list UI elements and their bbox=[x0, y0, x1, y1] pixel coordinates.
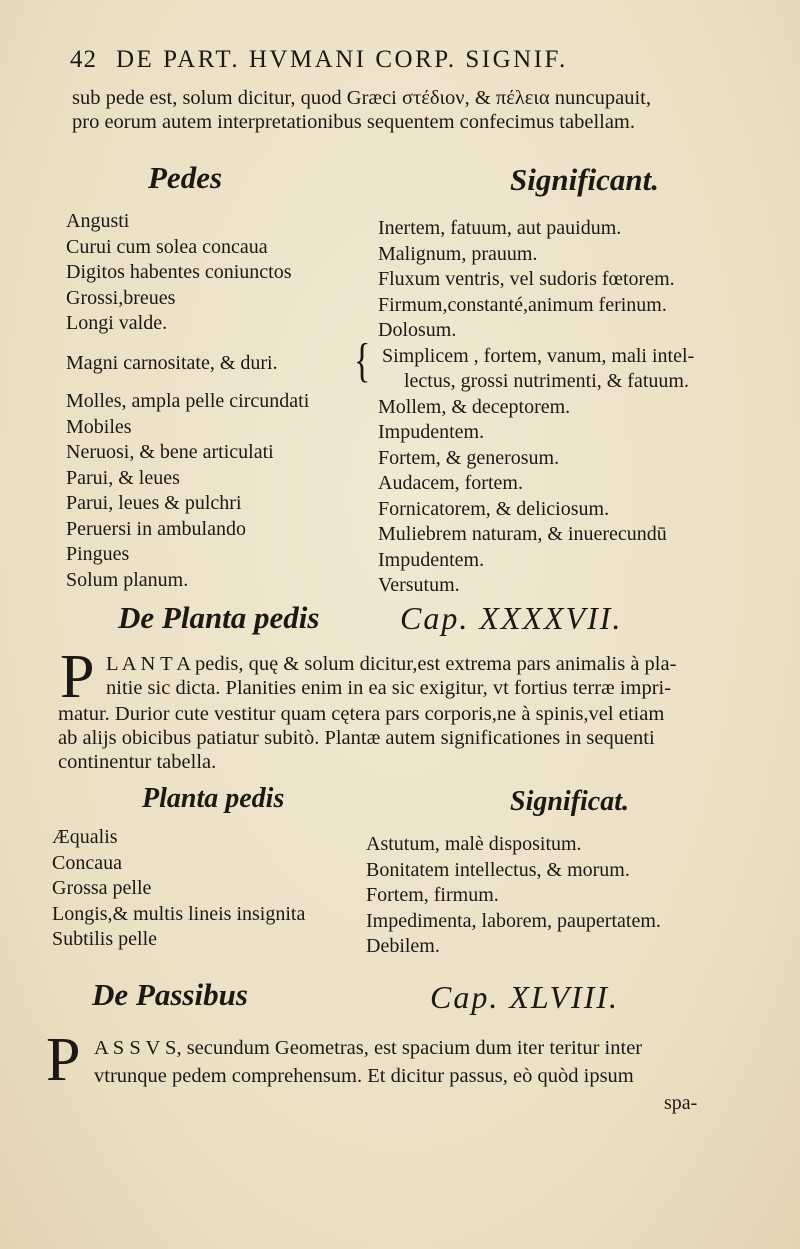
table1-right-item: Malignum, prauum. bbox=[378, 242, 538, 265]
chapter1-line: nitie sic dicta. Planities enim in ea sic exigitur, vt fortius terræ impri- bbox=[106, 677, 672, 699]
table1-left-item: Peruersi in ambulando bbox=[66, 517, 246, 540]
brace-glyph: { bbox=[354, 335, 371, 388]
table2-right-column bbox=[366, 832, 661, 960]
table1-right-item: Fluxum ventris, vel sudoris fœtorem. bbox=[378, 268, 675, 290]
table1-right-item: Audacem, fortem. bbox=[378, 472, 523, 494]
table1-left-item: Mobiles bbox=[66, 415, 132, 438]
intro-line: sub pede est, solum dicitur, quod Græci στέδιον, & πέλεια nuncupauit, bbox=[72, 87, 651, 109]
table1-left-heading: Pedes bbox=[148, 160, 223, 195]
table1-right-item: Inertem, fatuum, aut pauidum. bbox=[378, 217, 622, 239]
table1-left-item: Solum planum. bbox=[66, 568, 189, 591]
chapter1-line: matur. Durior cute vestitur quam cętera pars corporis,ne à spinis,vel etiam bbox=[58, 703, 665, 725]
table1-left-item: Parui, & leues bbox=[66, 466, 180, 489]
chapter1-line: L A N T A pedis, quę & solum dicitur,est extrema pars animalis à pla- bbox=[106, 653, 677, 675]
table2-right-heading: Significat. bbox=[510, 786, 630, 817]
catchword: spa- bbox=[664, 1092, 698, 1114]
table2-right-item: Bonitatem intellectus, & morum. bbox=[366, 858, 630, 881]
table2-left-item: Longis,& multis lineis insignita bbox=[52, 902, 306, 925]
chapter2-line: vtrunque pedem comprehensum. Et dicitur passus, eò quòd ipsum bbox=[94, 1065, 634, 1087]
chapter2-cap: Cap. XLVIII. bbox=[430, 979, 620, 1015]
table1-right-item: Muliebrem naturam, & inuerecundū bbox=[378, 523, 667, 545]
table1-right-item: Versutum. bbox=[378, 574, 460, 596]
running-header bbox=[70, 46, 568, 74]
chapter1-title: De Planta pedis bbox=[118, 600, 320, 635]
table1-left-item: Longi valde. bbox=[66, 312, 168, 334]
chapter1-line: continentur tabella. bbox=[58, 751, 217, 773]
intro-line: pro eorum autem interpretationibus sequentem confecimus tabellam. bbox=[72, 111, 635, 133]
running-title: DE PART. HVMANI CORP. SIGNIF. bbox=[116, 46, 568, 73]
table2-left-item: Æqualis bbox=[52, 826, 118, 848]
table1-right-item: Simplicem , fortem, vanum, mali intel- bbox=[382, 344, 695, 367]
chapter2-dropcap: P bbox=[46, 1026, 81, 1094]
table1-right-item: Fornicatorem, & deliciosum. bbox=[378, 497, 610, 520]
chapter2-title: De Passibus bbox=[92, 977, 248, 1012]
table2-left-item: Subtilis pelle bbox=[52, 928, 157, 950]
table2-left-item: Grossa pelle bbox=[52, 877, 152, 899]
table1-right-column bbox=[378, 216, 694, 599]
table2-left-heading: Planta pedis bbox=[142, 783, 285, 814]
table1-left-item: Magni carnositate, & duri. bbox=[66, 351, 278, 374]
table1-right-item: lectus, grossi nutrimenti, & fatuum. bbox=[404, 370, 689, 392]
chapter2-line: A S S V S, secundum Geometras, est spacium dum iter teritur inter bbox=[94, 1037, 643, 1059]
chapter1-line: ab alijs obicibus patiatur subitò. Plantæ autem significationes in sequenti bbox=[58, 727, 655, 749]
table1-left-item: Angusti bbox=[66, 210, 130, 232]
table1-right-item: Dolosum. bbox=[378, 319, 457, 341]
table1-left-item: Pingues bbox=[66, 543, 130, 565]
page-number: 42 bbox=[70, 46, 97, 73]
table2-right-item: Astutum, malè dispositum. bbox=[366, 833, 582, 855]
table1-left-item: Neruosi, & bene articulati bbox=[66, 441, 274, 463]
table1-left-item: Digitos habentes coniunctos bbox=[66, 261, 292, 283]
chapter1-cap: Cap. XXXXVII. bbox=[400, 600, 623, 636]
table1-left-item: Curui cum solea concaua bbox=[66, 235, 268, 258]
table1-left-item: Parui, leues & pulchri bbox=[66, 492, 242, 514]
table1-left-column bbox=[66, 209, 309, 593]
table2-right-item: Impedimenta, laborem, paupertatem. bbox=[366, 909, 661, 932]
table1-right-item: Impudentem. bbox=[378, 548, 485, 571]
table1-right-item: Mollem, & deceptorem. bbox=[378, 395, 571, 418]
table1-right-item: Impudentem. bbox=[378, 421, 485, 443]
table1-right-item: Fortem, & generosum. bbox=[378, 446, 560, 469]
table2-right-item: Fortem, firmum. bbox=[366, 884, 499, 906]
table2-right-item: Debilem. bbox=[366, 935, 440, 957]
table2-left-column bbox=[52, 825, 305, 953]
chapter1-dropcap: P bbox=[60, 643, 95, 711]
table1-left-item: Molles, ampla pelle circundati bbox=[66, 390, 310, 412]
table1-right-heading: Significant. bbox=[510, 162, 660, 197]
table1-right-item: Firmum,constanté,animum ferinum. bbox=[378, 293, 667, 316]
table2-left-item: Concaua bbox=[52, 851, 122, 874]
table1-left-item: Grossi,breues bbox=[66, 286, 176, 309]
